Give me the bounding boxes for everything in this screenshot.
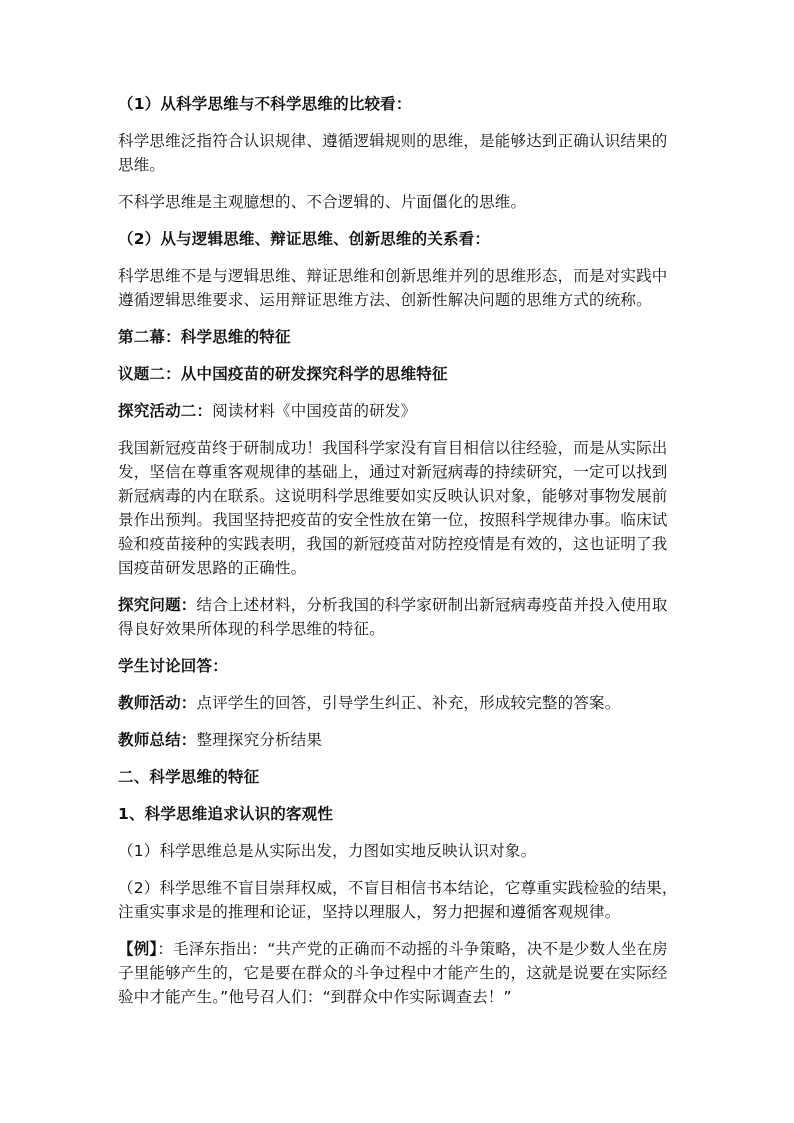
inquiry-question-text: 结合上述材料，分析我国的科学家研制出新冠病毒疫苗并投入使用取得良好效果所体现的科学思维的特征。 [118,596,668,638]
teacher-summary-text: 整理探究分析结果 [196,731,323,749]
section-heading-act-two: 第二幕：科学思维的特征 [118,328,291,346]
inquiry-activity-label: 探究活动二： [118,402,213,420]
topic-heading-two: 议题二：从中国疫苗的研发探究科学的思维特征 [118,365,448,383]
paragraph-example [118,937,678,1009]
point-two: （2）科学思维不盲目崇拜权威，不盲目相信书本结论，它尊重实践检验的结果，注重实事求是的推理和论证，坚持以理服人，努力把握和遵循客观规律。 [118,879,678,921]
paragraph-inquiry-activity [118,399,678,423]
subheading-comparison: （1）从科学思维与不科学思维的比较看： [118,95,412,113]
paragraph-teacher-summary [118,728,678,752]
paragraph-relationship: 科学思维不是与逻辑思维、辩证思维和创新思维并列的思维形态，而是对实践中遵循逻辑思维要求、运用辩证思维方法、创新性解决问题的思维方式的统称。 [118,267,668,309]
example-label: 【例】 [118,940,158,958]
document-body [118,92,678,1009]
inquiry-activity-text: 阅读材料《中国疫苗的研发》 [212,402,417,420]
teacher-summary-label: 教师总结： [118,731,197,749]
inquiry-question-label: 探究问题： [118,596,197,614]
point-one: （1）科学思维总是从实际出发，力图如实地反映认识对象。 [118,842,537,860]
paragraph-scientific-thinking-definition: 科学思维泛指符合认识规律、遵循逻辑规则的思维，是能够达到正确认识结果的思维。 [118,132,668,174]
subheading-relationship: （2）从与逻辑思维、辩证思维、创新思维的关系看： [118,230,491,248]
heading-features: 二、科学思维的特征 [118,768,260,786]
paragraph-unscientific-thinking: 不科学思维是主观臆想的、不合逻辑的、片面僵化的思维。 [118,193,527,211]
paragraph-teacher-activity [118,691,678,715]
paragraph-student-discussion: 学生讨论回答： [118,657,228,675]
heading-objectivity: 1、科学思维追求认识的客观性 [118,805,334,823]
teacher-activity-text: 点评学生的回答，引导学生纠正、补充，形成较完整的答案。 [196,694,621,712]
paragraph-inquiry-question [118,593,678,641]
paragraph-vaccine-material: 我国新冠疫苗终于研制成功！我国科学家没有盲目相信以往经验，而是从实际出发，坚信在尊重客观规律的基础上，通过对新冠病毒的持续研究，一定可以找到新冠病毒的内在联系。这说明科学思维要如实反映认识对象，能够对事物发展前景作出预判。我国坚持把疫苗的安全性放在第一位，按照科学规律办事。临床试验和疫苗接种的实践表明，我国的新冠疫苗对防控疫情是有效的，这也证明了我国疫苗研发思路的正确性。 [118,439,668,577]
teacher-activity-label: 教师活动： [118,694,197,712]
example-text: ：毛泽东指出：“共产党的正确而不动摇的斗争策略，决不是少数人坐在房子里能够产生的，它是要在群众的斗争过程中才能产生的，这就是说要在实际经验中才能产生。”他号召人们：“到群众中作实际调查去！” [118,940,668,1006]
